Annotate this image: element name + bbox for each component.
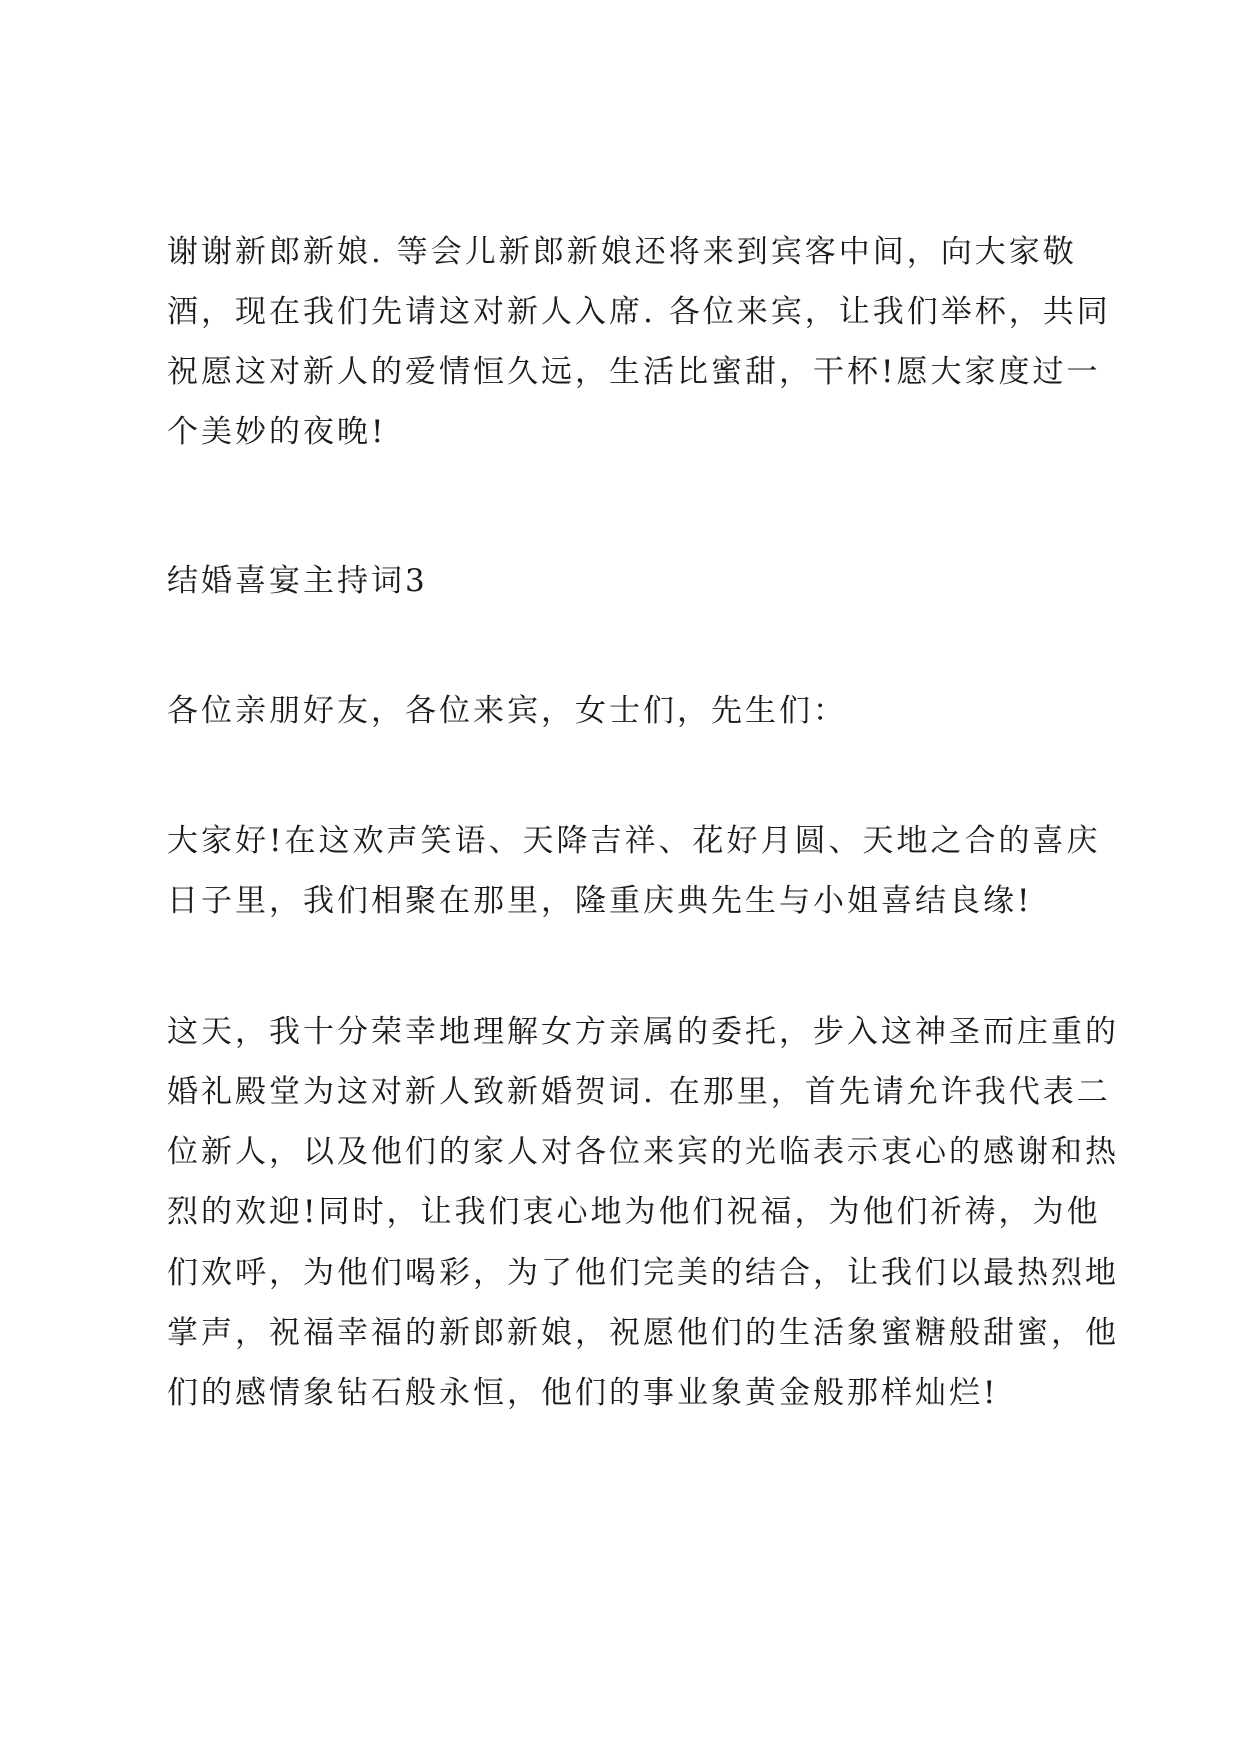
paragraph-line: 日子里，我们相聚在那里，隆重庆典先生与小姐喜结良缘! [167, 883, 1033, 919]
paragraph-line: 这天，我十分荣幸地理解女方亲属的委托，步入这神圣而庄重的 [167, 1014, 1119, 1050]
paragraph-line: 婚礼殿堂为这对新人致新婚贺词. 在那里，首先请允许我代表二 [167, 1074, 1111, 1110]
salutation-line: 各位亲朋好友，各位来宾，女士们，先生们： [167, 693, 847, 729]
paragraph-line: 掌声，祝福幸福的新郎新娘，祝愿他们的生活象蜜糖般甜蜜，他 [167, 1315, 1119, 1351]
section-heading: 结婚喜宴主持词3 [167, 563, 428, 599]
paragraph-line: 烈的欢迎!同时，让我们衷心地为他们祝福，为他们祈祷，为他 [167, 1194, 1101, 1230]
paragraph-line: 大家好!在这欢声笑语、天降吉祥、花好月圆、天地之合的喜庆 [167, 823, 1101, 859]
paragraph-line: 酒，现在我们先请这对新人入席. 各位来宾，让我们举杯，共同 [167, 294, 1111, 330]
paragraph-line: 们的感情象钻石般永恒，他们的事业象黄金般那样灿烂! [167, 1375, 999, 1411]
paragraph-line: 位新人，以及他们的家人对各位来宾的光临表示衷心的感谢和热 [167, 1134, 1119, 1170]
paragraph-line: 个美妙的夜晚! [167, 414, 387, 450]
paragraph-line: 谢谢新郎新娘. 等会儿新郎新娘还将来到宾客中间，向大家敬 [167, 234, 1077, 270]
paragraph-line: 祝愿这对新人的爱情恒久远，生活比蜜甜，干杯!愿大家度过一 [167, 354, 1101, 390]
paragraph-line: 们欢呼，为他们喝彩，为了他们完美的结合，让我们以最热烈地 [167, 1255, 1119, 1291]
